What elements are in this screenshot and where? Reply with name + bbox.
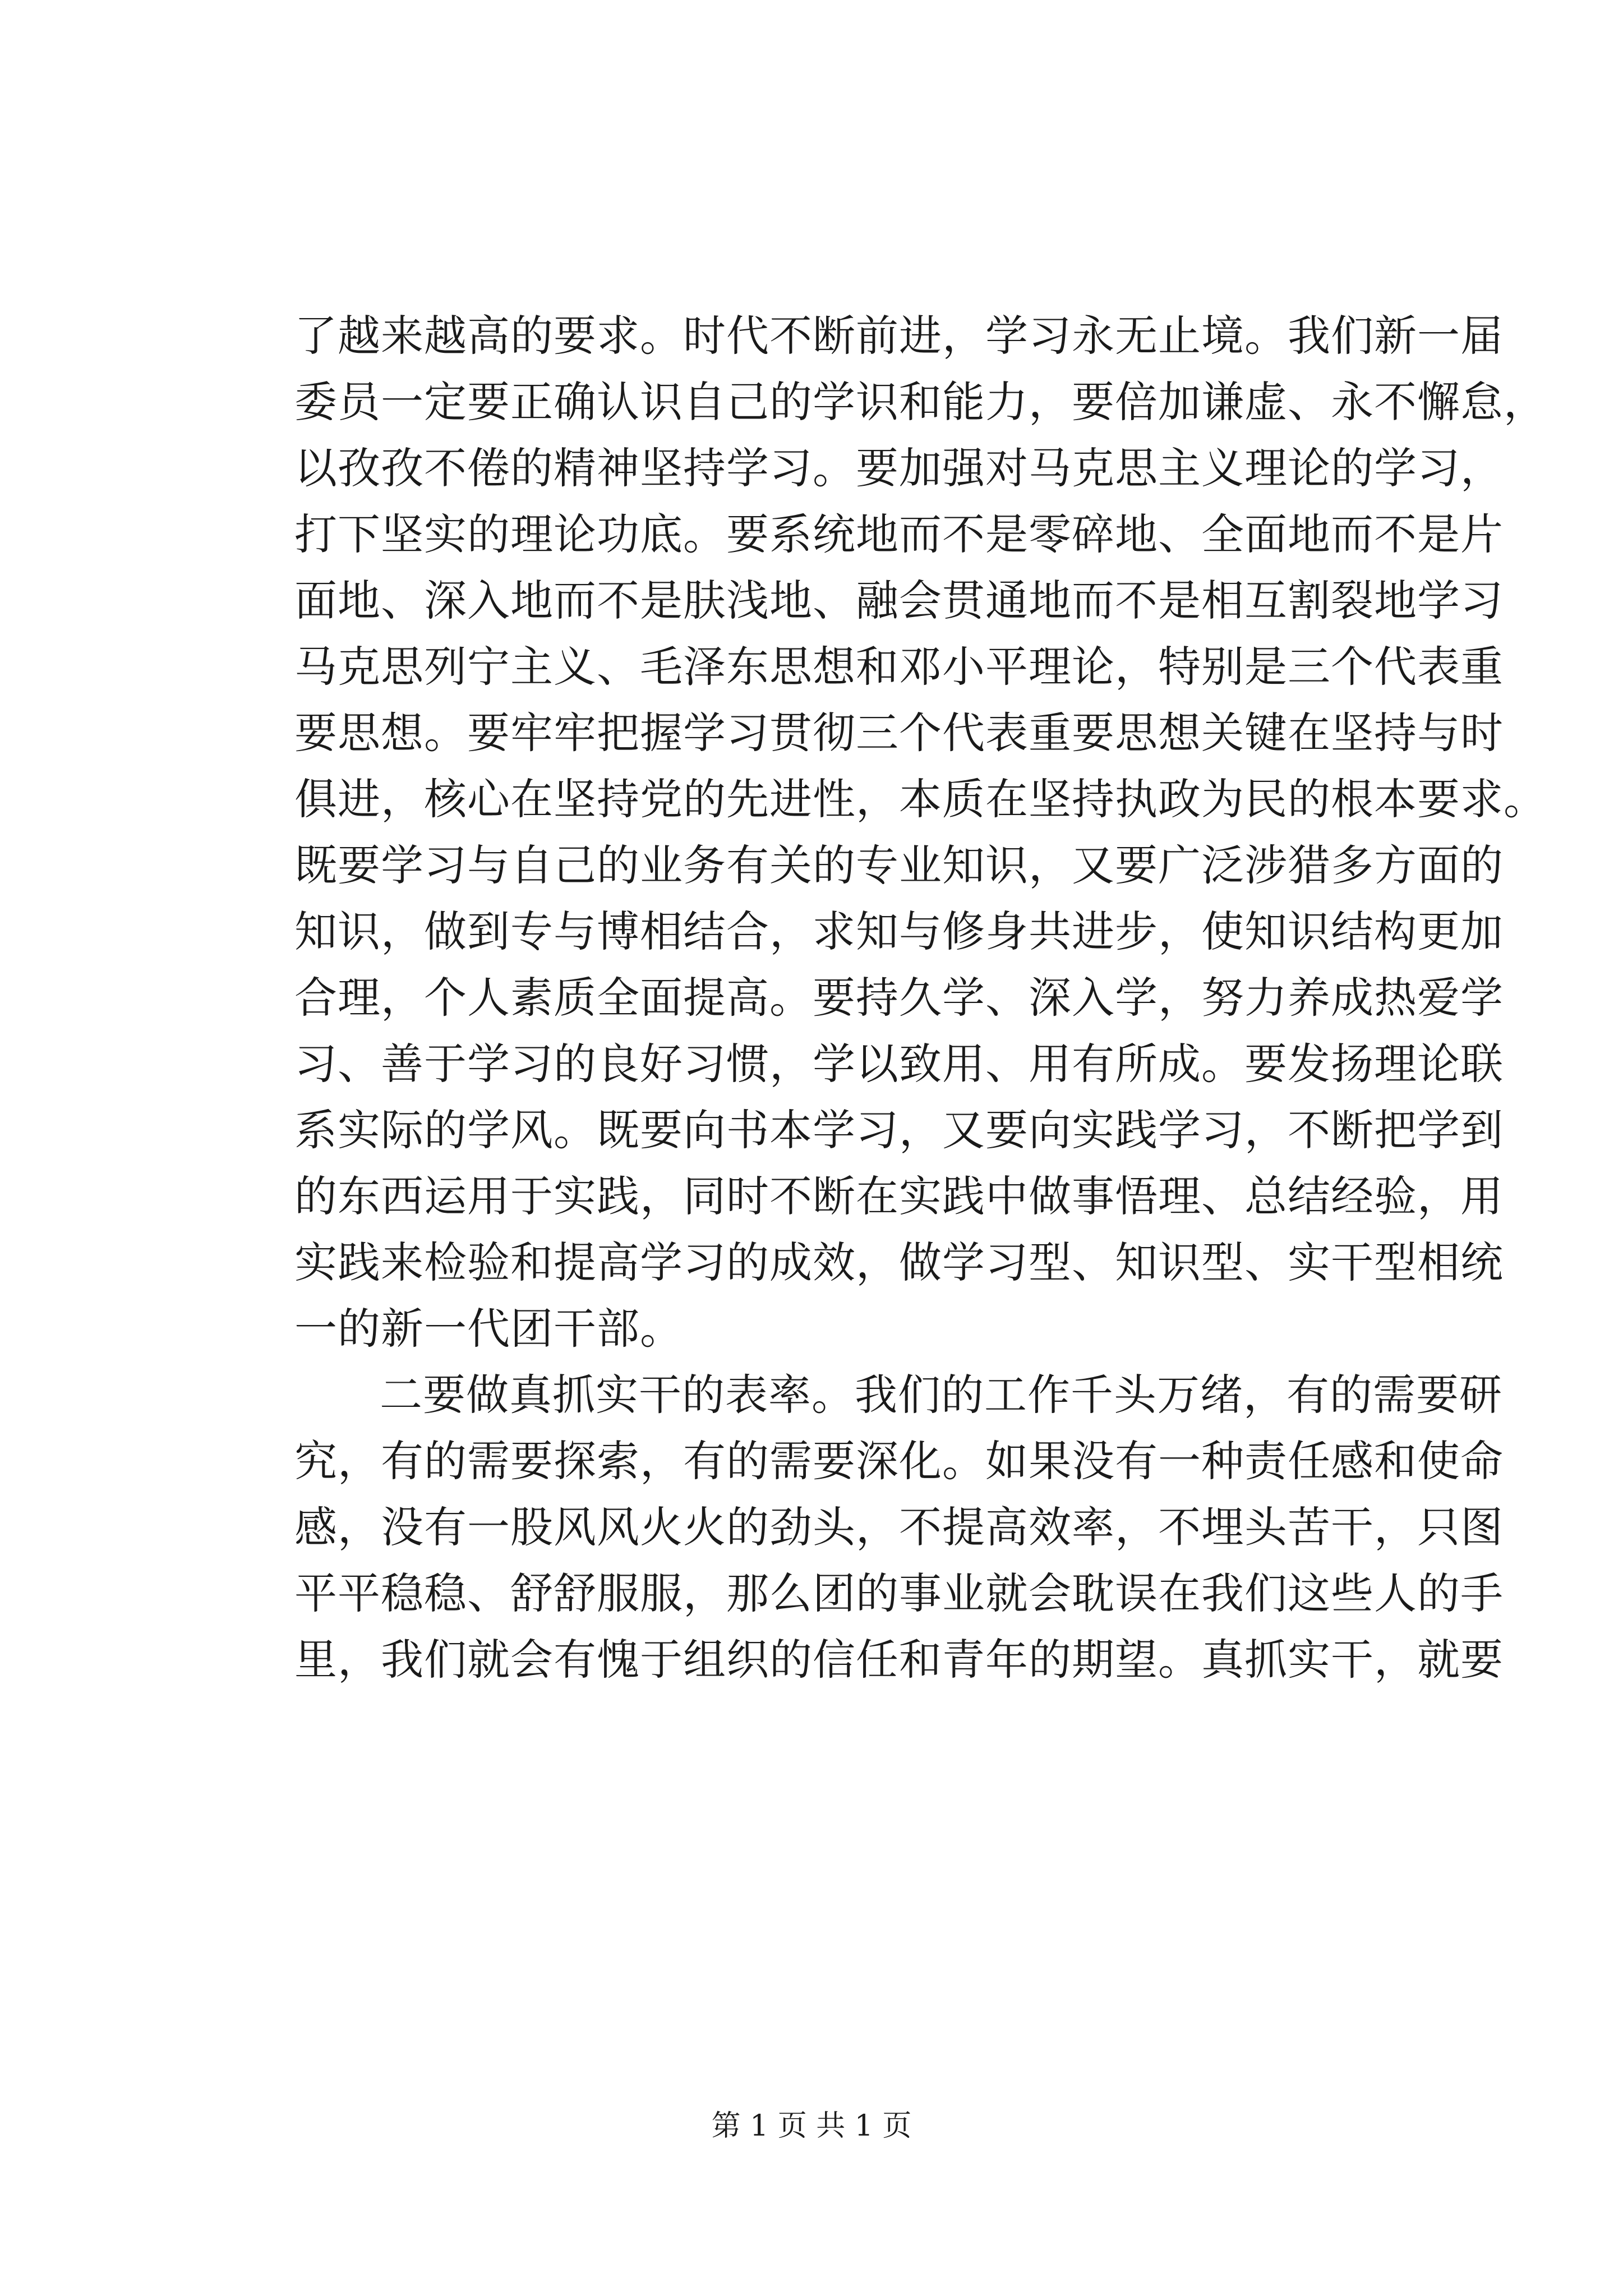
text-line: 俱进，核心在坚持党的先进性，本质在坚持执政为民的根本要求。 bbox=[294, 774, 1547, 824]
text-line: 平平稳稳、舒舒服服，那么团的事业就会耽误在我们这些人的手 bbox=[294, 1568, 1504, 1618]
text-line: 既要学习与自己的业务有关的专业知识，又要广泛涉猎多方面的 bbox=[294, 840, 1504, 890]
text-line: 实践来检验和提高学习的成效，做学习型、知识型、实干型相统 bbox=[294, 1237, 1504, 1287]
text-line: 要思想。要牢牢把握学习贯彻三个代表重要思想关键在坚持与时 bbox=[294, 708, 1504, 758]
text-line: 的东西运用于实践，同时不断在实践中做事悟理、总结经验，用 bbox=[294, 1171, 1504, 1221]
paragraph-first-line: 二要做真抓实干的表率。我们的工作千头万绪，有的需要研 bbox=[380, 1370, 1502, 1420]
text-line: 了越来越高的要求。时代不断前进，学习永无止境。我们新一届 bbox=[294, 311, 1504, 361]
text-line: 究，有的需要探索，有的需要深化。如果没有一种责任感和使命 bbox=[294, 1436, 1504, 1486]
body-text bbox=[294, 303, 1547, 1693]
text-line: 系实际的学风。既要向书本学习，又要向实践学习，不断把学到 bbox=[294, 1105, 1504, 1155]
text-line: 以孜孜不倦的精神坚持学习。要加强对马克思主义理论的学习， bbox=[294, 443, 1504, 493]
text-line: 一的新一代团干部。 bbox=[294, 1304, 683, 1354]
text-line: 习、善于学习的良好习惯，学以致用、用有所成。要发扬理论联 bbox=[294, 1039, 1504, 1089]
page-number-label: 第 1 页 共 1 页 bbox=[711, 2109, 912, 2143]
text-line: 知识，做到专与博相结合，求知与修身共进步，使知识结构更加 bbox=[294, 907, 1504, 956]
text-line: 面地、深入地而不是肤浅地、融会贯通地而不是相互割裂地学习 bbox=[294, 576, 1504, 625]
text-line: 里，我们就会有愧于组织的信任和青年的期望。真抓实干，就要 bbox=[294, 1635, 1504, 1685]
text-line: 打下坚实的理论功底。要系统地而不是零碎地、全面地而不是片 bbox=[294, 509, 1504, 559]
text-line: 感，没有一股风风火火的劲头，不提高效率，不埋头苦干，只图 bbox=[294, 1502, 1504, 1552]
page-footer bbox=[0, 2106, 1623, 2146]
text-line: 合理，个人素质全面提高。要持久学、深入学，努力养成热爱学 bbox=[294, 973, 1504, 1023]
text-line: 委员一定要正确认识自己的学识和能力，要倍加谦虚、永不懈怠， bbox=[294, 377, 1547, 427]
text-line: 马克思列宁主义、毛泽东思想和邓小平理论，特别是三个代表重 bbox=[294, 642, 1504, 692]
